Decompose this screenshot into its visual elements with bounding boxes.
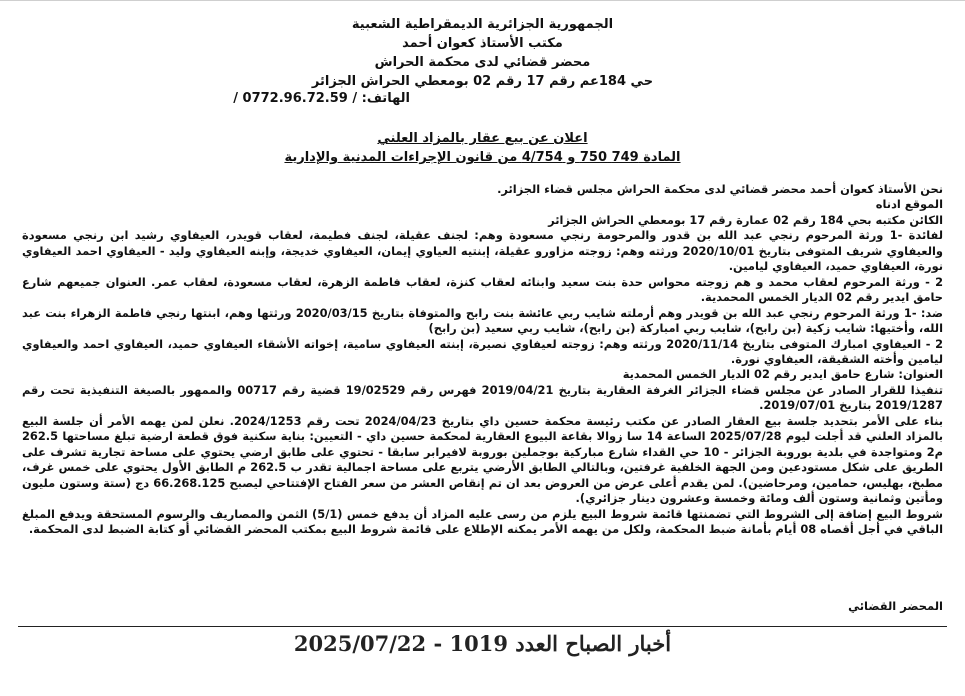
body-paragraph: تنفيذا للقرار الصادر عن مجلس قضاء الجزائر الغرفة العقارية بتاريخ 2019/04/21 فهرس رقم 19/02529 قضية رقم 00717 والممهور بالصيغة التنفيذية تحت رقم 2019/1287 بتاريخ 2019/07/01. — [22, 382, 943, 413]
newspaper-footer: أخبار الصباح العدد 1019 - 2025/07/22 — [293, 631, 672, 656]
body-paragraph: ضد: -1 ورثة المرحوم رنجي عبد الله بن قويدر وهم أرملته شايب ربي عائشة بنت رابح والمتوفاة بتاريخ 2020/03/15 ورثتها وهم، ابنتها رنجي فاطمة الزهراء بنت عبد الله، وأختيها: شايب زكية (بن رابح)، شايب ربي امباركة (بن رابح)، شايب ربي سعيد (بن رابح) — [22, 305, 943, 336]
header-line: الجمهورية الجزائرية الديمقراطية الشعبية — [351, 17, 614, 32]
header-line: مكتب الأستاذ كعوان أحمد — [402, 36, 563, 51]
body-paragraph: شروط البيع إضافة إلى الشروط التي تضمنتها قائمة شروط البيع يلزم من رسى عليه المزاد أن يدفع خمس (5/1) الثمن والمصاريف والرسوم المستحقة ويدفع المبلغ الباقي في أجل أقصاه 08 أيام بأمانة ضبط المحكمة، ولكل من يهمه الأمر يمكنه الإطلاع على قائمة شروط البيع بمكتب المحضر القضائي أو كتابة الضبط لدى المحكمة. — [22, 506, 943, 536]
body-paragraph: بناء على الأمر بتحديد جلسة بيع العقار الصادر عن مكتب رئيسة محكمة حسين داي بتاريخ 2024/04/23 تحت رقم 2024/1253. نعلن لمن يهمه الأمر أن جلسة البيع بالمزاد العلني قد أجلت ليوم 2025/07/28 الساعة 14 سا زوالا بقاعة البيوع العقارية لمحكمة حسين داي - التعيين: بناية سكنية فوق قطعة ارضية تبلغ مساحتها 262.5 م2 ومتواجدة في بلدية بوروبة الجزائر - 10 حي القداء شارع مباركية بوجملين بوروبة لافيرابر سابقا - تحتوي على طابق ارضي يحتوي على مساحة تجارية تشرف على الطريق على شكل مستودعين ومن الجهة الخلفية غرفتين، وبالتالي الطابق الأرضي يتربع على مساحة اجمالية تقدر ب 262.5 م الطابق الأول يحتوي على خمس غرف، مطبخ، بهليس، حمامين، ومرحاضين). لمن يقدم أعلى عرض من العروض بعد ان تم إنقاص العشر من سعر الفتاح الإفتتاحي ليصبح 66.268.125 دج (ستة وستون مليون ومأتين وثمانية وستون ألف ومائة وخمسة وعشرون دينار جزائري). — [22, 413, 944, 506]
announcement-title: اعلان عن بيع عقار بالمزاد العلني — [377, 131, 588, 146]
header-line: محضر قضائي لدى محكمة الحراش — [374, 55, 591, 70]
body-paragraph: الكائن مكتبه بحي 184 رقم 02 عمارة رقم 17 بومعطي الحراش الجزائر — [548, 212, 943, 227]
announcement-subtitle: المادة 749 750 و 4/754 من قانون الإجراءات المدنية والإدارية — [284, 150, 681, 165]
body-paragraph: العنوان: شارع حامق ايدير رقم 02 الديار الخمس المحمدية — [622, 367, 943, 382]
announcement-heading — [0, 129, 965, 167]
contact-block — [233, 89, 410, 108]
body-paragraph: الموقع ادناه — [875, 197, 943, 212]
notice-body — [22, 182, 943, 537]
body-paragraph: لفائدة -1 ورثة المرحوم رنجي عبد الله بن قدور والمرحومة رنجي مسعودة وهم: لجنف عقيلة، لجنف فطيمة، لعقاب قويدر، العيفاوي رشيد ابن رنجي مسعودة والعيفاوي شريف المتوفى بتاريخ 2020/10/01 ورثته وهم: زوجته مزاورو عقيلة، إبنتيه العياوي إيمان، العيفاوي خديجة، وإبنه العيفاوي وليد - العيفاوي احمد العيفاوي نورة، العيفاوي حميد، العيفاوي ليامين. — [22, 228, 943, 274]
header-line: حي 184عم رقم 17 رقم 02 بومعطي الحراش الجزائر — [311, 74, 654, 89]
body-paragraph: نحن الأستاذ كعوان أحمد محضر قضائي لدى محكمة الحراش مجلس قضاء الجزائر. — [497, 182, 943, 196]
body-paragraph: 2 - ورثة المرحوم لعقاب محمد و هم زوجته محواس حدة بنت سعيد وابنائه لعقاب كنزة، لعقاب فاطمة الزهرة، لعقاب مسعودة، لعقاب عمر. العنوان جميعهم شارع حامق ايدير رقم 02 الديار الخمس المحمدية. — [22, 274, 943, 305]
body-paragraph: 2 - العيفاوي امبارك المتوفى بتاريخ 2020/11/14 ورثته وهم: زوجته لعيفاوي نصيرة، إبنته العيفاوي سامية، إخواته الأشقاء العيفاوي حميد، العيفاوي احمد والعيفاوي ليامين وأخته الشقيقة، العيفاوي نورة. — [22, 336, 944, 366]
footer-divider — [18, 626, 947, 627]
office-header — [0, 15, 965, 91]
bailiff-signature: المحضر القضائي — [848, 599, 943, 613]
phone-line: الهاتف: / 0772.96.72.59 / — [233, 91, 410, 106]
